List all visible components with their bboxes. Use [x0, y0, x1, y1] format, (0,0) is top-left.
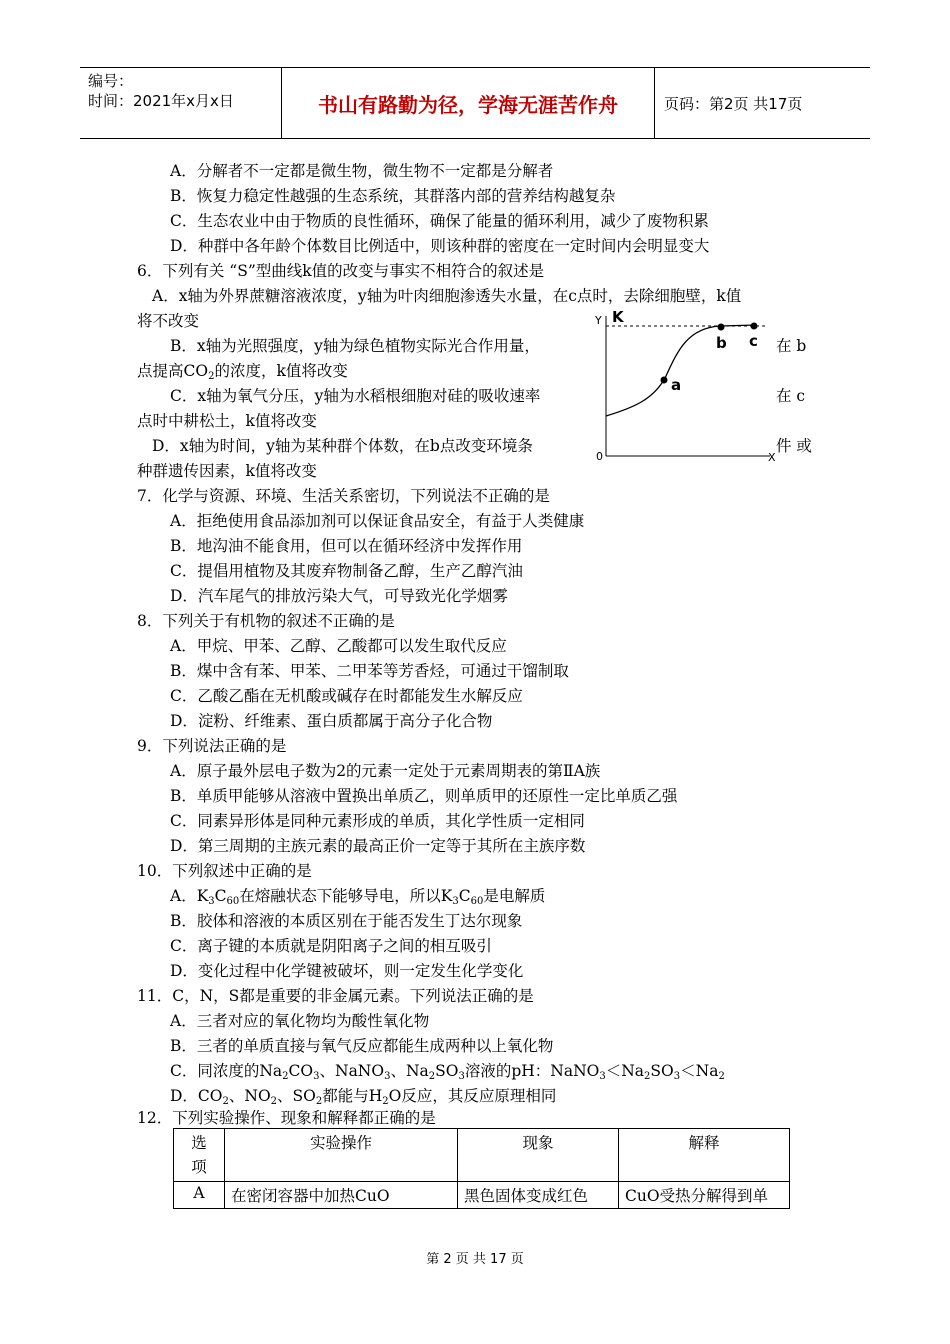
row-explanation: CuO受热分解得到单 — [619, 1182, 790, 1209]
point-a — [661, 377, 668, 384]
q5-option-a: A．分解者不一定都是微生物，微生物不一定都是分解者 — [170, 162, 554, 180]
q7-option-b: B．地沟油不能食用，但可以在循环经济中发挥作用 — [170, 537, 523, 555]
q11-option-d: D．$CO_2$、$NO_2$、$SO_2$都能与$H_2O$反应，其反应原理相同 — [170, 1087, 557, 1107]
q10-option-a: A．$K_3C_{60}$在熔融状态下能够导电，所以$K_3C_{60}$是电解质 — [170, 887, 546, 907]
s-curve — [606, 325, 756, 416]
q9-option-d: D．第三周期的主族元素的最高正价一定等于其所在主族序数 — [170, 837, 586, 855]
q6-option-d-line2: 种群遗传因素，k值将改变 — [137, 462, 317, 480]
q6-option-b-right: 在 b — [776, 337, 807, 355]
label-b: b — [716, 334, 727, 352]
q11-stem: 11．C，N，S都是重要的非金属元素。下列说法正确的是 — [137, 987, 534, 1005]
q9-option-a: A．原子最外层电子数为2的元素一定处于元素周期表的第ⅡA族 — [170, 762, 601, 780]
header-meta — [80, 68, 282, 138]
table-header-row — [174, 1129, 790, 1182]
q11-option-b: B．三者的单质直接与氧气反应都能生成两种以上氧化物 — [170, 1037, 554, 1055]
q10-option-d: D．变化过程中化学键被破坏，则一定发生化学变化 — [170, 962, 524, 980]
table-row — [174, 1182, 790, 1209]
q8-option-b: B．煤中含有苯、甲苯、二甲苯等芳香烃，可通过干馏制取 — [170, 662, 569, 680]
q5-option-c: C．生态农业中由于物质的良性循环，确保了能量的循环利用，减少了废物积累 — [170, 212, 709, 230]
q6-option-a-line2: 将不改变 — [137, 312, 200, 330]
q6-option-a-line1: A．x轴为外界蔗糖溶液浓度，y轴为叶肉细胞渗透失水量，在c点时，去除细胞壁，k值 — [152, 287, 742, 305]
label-a: a — [671, 376, 682, 394]
point-b — [718, 324, 725, 331]
row-phenomenon: 黑色固体变成红色 — [458, 1182, 619, 1209]
q10-option-c: C．离子键的本质就是阴阳离子之间的相互吸引 — [170, 937, 492, 955]
q6-option-d-right: 件 或 — [776, 437, 812, 455]
q10-stem: 10．下列叙述中正确的是 — [137, 862, 312, 880]
row-option: A — [174, 1182, 225, 1209]
page-footer: 第 2 页 共 17 页 — [426, 1252, 524, 1267]
label-c: c — [749, 332, 758, 350]
q8-option-a: A．甲烷、甲苯、乙醇、乙酸都可以发生取代反应 — [170, 637, 507, 655]
q6-option-b-line1: B．x轴为光照强度，y轴为绿色植物实际光合作用量， — [170, 337, 540, 355]
page-info: 页码：第2页 共17页 — [664, 94, 803, 113]
point-c — [751, 323, 758, 330]
q8-option-d: D．淀粉、纤维素、蛋白质都属于高分子化合物 — [170, 712, 493, 730]
x-axis-label: X — [768, 451, 776, 463]
q7-stem: 7．化学与资源、环境、生活关系密切，下列说法不正确的是 — [137, 487, 550, 505]
date-label: 时间：2021年x月x日 — [88, 92, 234, 110]
q9-option-b: B．单质甲能够从溶液中置换出单质乙，则单质甲的还原性一定比单质乙强 — [170, 787, 678, 805]
q6-option-c-line1: C．x轴为氧气分压，y轴为水稻根细胞对硅的吸收速率 — [170, 387, 541, 405]
q6-stem: 6．下列有关 “S”型曲线k值的改变与事实不相符合的叙述是 — [137, 262, 545, 280]
q12-stem: 12．下列实验操作、现象和解释都正确的是 — [137, 1109, 436, 1127]
q6-option-b-line2: 点提高$CO_2$的浓度，k值将改变 — [137, 362, 348, 382]
q8-option-c: C．乙酸乙酯在无机酸或碱存在时都能发生水解反应 — [170, 687, 523, 705]
header-phenomenon: 现象 — [458, 1129, 619, 1182]
q5-option-d: D．种群中各年龄个体数目比例适中，则该种群的密度在一定时间内会明显变大 — [170, 237, 710, 255]
k-label: K — [612, 308, 624, 326]
q6-option-c-line2: 点时中耕松土，k值将改变 — [137, 412, 317, 430]
q8-stem: 8．下列关于有机物的叙述不正确的是 — [137, 612, 395, 630]
q6-option-c-right: 在 c — [776, 387, 806, 405]
header-explanation: 解释 — [619, 1129, 790, 1182]
q5-option-b: B．恢复力稳定性越强的生态系统，其群落内部的营养结构越复杂 — [170, 187, 616, 205]
q7-option-a: A．拒绝使用食品添加剂可以保证食品安全，有益于人类健康 — [170, 512, 585, 530]
page-header — [80, 67, 870, 139]
header-operation: 实验操作 — [225, 1129, 458, 1182]
s-curve-graph — [592, 308, 777, 463]
number-label: 编号： — [88, 72, 134, 90]
q9-option-c: C．同素异形体是同种元素形成的单质，其化学性质一定相同 — [170, 812, 585, 830]
q7-option-c: C．提倡用植物及其废弃物制备乙醇，生产乙醇汽油 — [170, 562, 523, 580]
motto: 书山有路勤为径，学海无涯苦作舟 — [282, 68, 655, 138]
q7-option-d: D．汽车尾气的排放污染大气，可导致光化学烟雾 — [170, 587, 508, 605]
q11-option-c: C．同浓度的$Na_2CO_3$、NaNO$_3$、$Na_2SO_3$溶液的pH：$NaNO_3<Na_2SO_3<Na_2$ — [170, 1062, 725, 1082]
q12-table — [173, 1128, 790, 1209]
row-operation: 在密闭容器中加热CuO — [225, 1182, 458, 1209]
origin-label: 0 — [596, 450, 603, 463]
q9-stem: 9．下列说法正确的是 — [137, 737, 287, 755]
y-axis-label: Y — [595, 314, 602, 327]
q10-option-b: B．胶体和溶液的本质区别在于能否发生丁达尔现象 — [170, 912, 523, 930]
header-option: 选 项 — [174, 1129, 225, 1182]
q11-option-a: A．三者对应的氧化物均为酸性氧化物 — [170, 1012, 430, 1030]
q6-option-d-line1: D．x轴为时间，y轴为某种群个体数，在b点改变环境条 — [152, 437, 533, 455]
